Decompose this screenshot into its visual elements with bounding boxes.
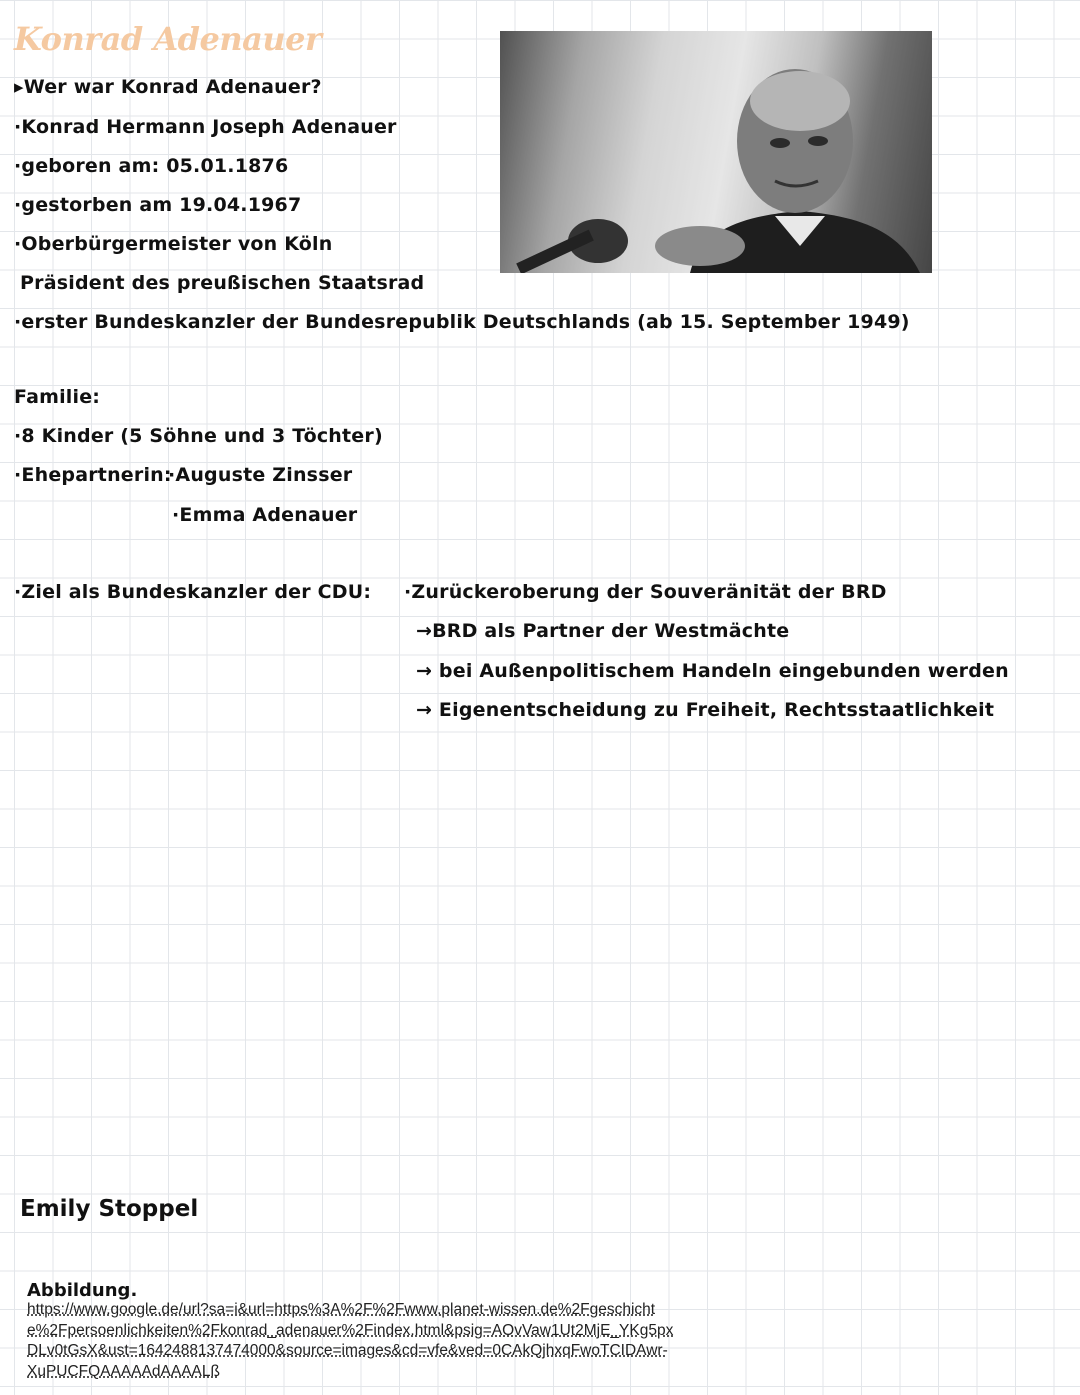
figure-label: Abbildung.	[27, 1280, 138, 1301]
intro-item-president: Präsident des preußischen Staatsrad	[20, 272, 425, 294]
portrait-illustration	[500, 31, 932, 273]
intro-item-name: ·Konrad Hermann Joseph Adenauer	[14, 116, 397, 138]
family-spouse-2: ·Emma Adenauer	[172, 504, 358, 526]
family-children: ·8 Kinder (5 Söhne und 3 Töchter)	[14, 425, 383, 447]
family-spouse-1: ·Auguste Zinsser	[168, 464, 353, 486]
figure-source-link[interactable]	[27, 1300, 677, 1382]
page-title: Konrad Adenauer	[14, 20, 322, 58]
intro-question: ▸Wer war Konrad Adenauer?	[14, 76, 322, 98]
family-spouse-label: ·Ehepartnerin:	[14, 464, 172, 486]
goal-point-2: → bei Außenpolitischem Handeln eingebunden werden	[416, 660, 1009, 682]
author-signature: Emily Stoppel	[20, 1196, 199, 1222]
family-heading: Familie:	[14, 386, 101, 408]
intro-item-died: ·gestorben am 19.04.1967	[14, 194, 302, 216]
intro-item-mayor: ·Oberbürgermeister von Köln	[14, 233, 333, 255]
intro-item-born: ·geboren am: 05.01.1876	[14, 155, 289, 177]
goal-main: ·Zurückeroberung der Souveränität der BRD	[404, 581, 887, 603]
figure-source-url[interactable]: https://www.google.de/url?sa=i&url=https%3A%2F%2Fwww.planet-wissen.de%2Fgeschichte%2Fpersoenlichkeiten%2Fkonrad_adenauer%2Findex.html&psig=AOvVaw1Ut2MjE_YKg5pxDLv0tGsX&ust=1642488137474000&source=images&cd=vfe&ved=0CAkQjhxqFwoTCIDAwr-XuPUCFQAAAAAdAAAALß	[27, 1301, 674, 1380]
intro-item-chancellor: ·erster Bundeskanzler der Bundesrepublik Deutschlands (ab 15. September 1949)	[14, 311, 910, 333]
goal-point-1: →BRD als Partner der Westmächte	[416, 620, 790, 642]
goal-point-3: → Eigenentscheidung zu Freiheit, Rechtsstaatlichkeit	[416, 699, 995, 721]
portrait-photo	[500, 31, 932, 273]
goal-label: ·Ziel als Bundeskanzler der CDU:	[14, 581, 372, 603]
